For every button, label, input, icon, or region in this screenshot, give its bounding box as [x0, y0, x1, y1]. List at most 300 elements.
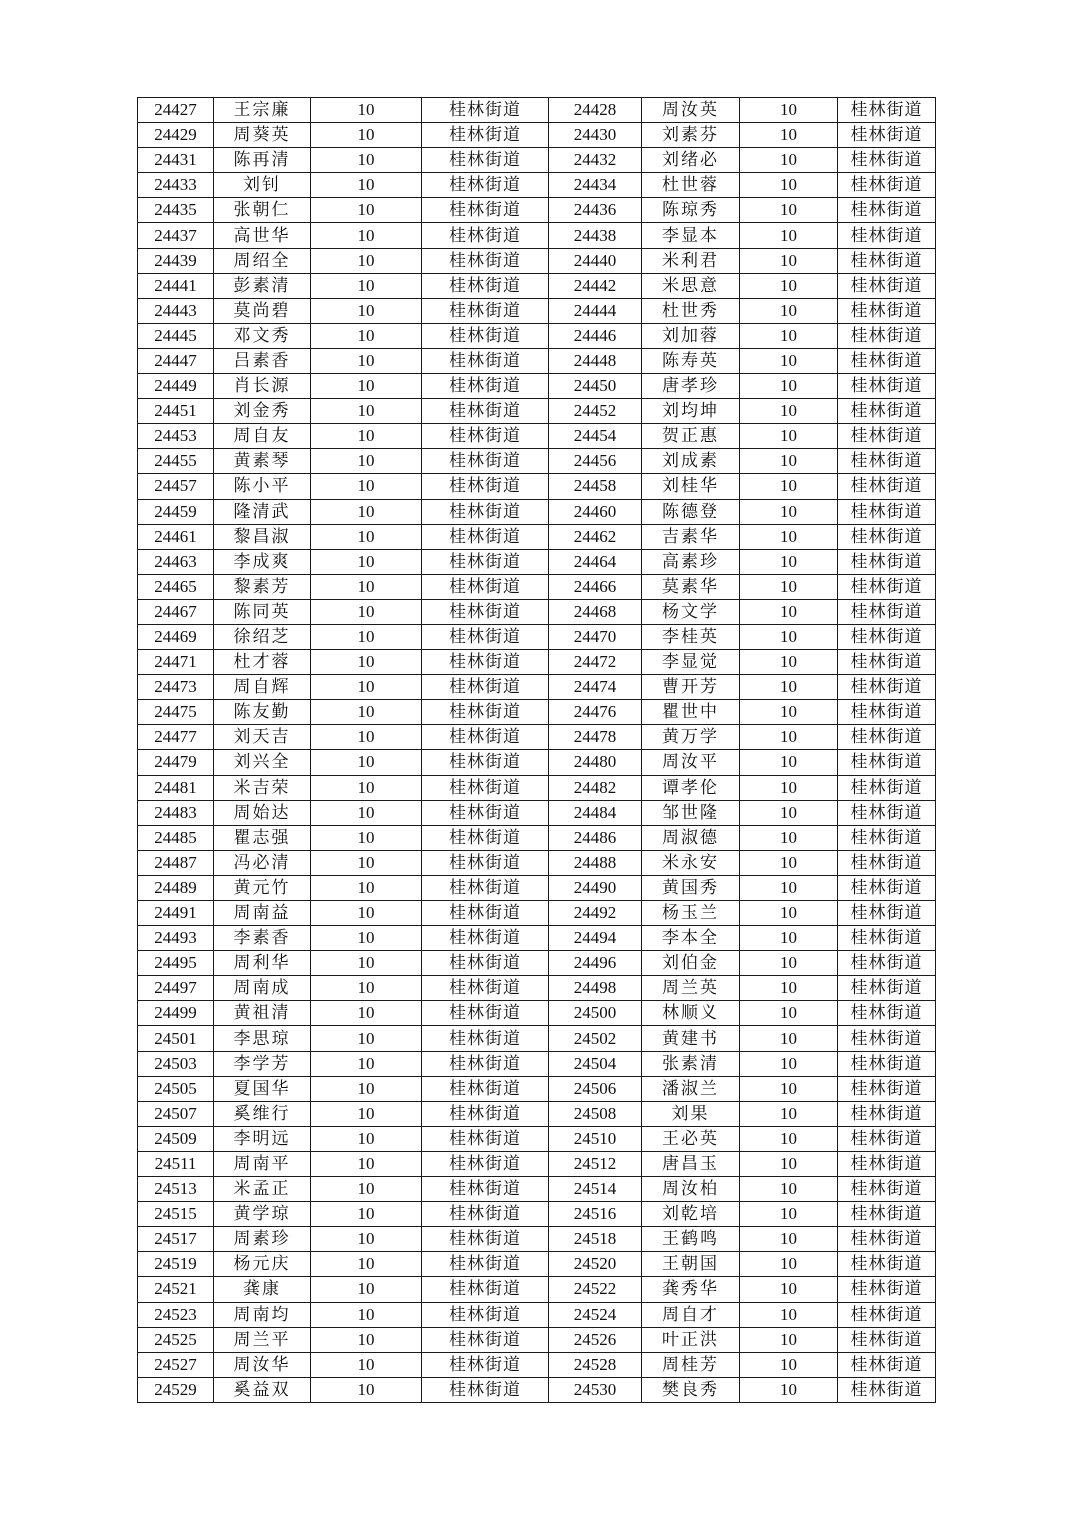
record-number-cell: 24519: [138, 1252, 214, 1277]
amount-cell: 10: [740, 650, 838, 675]
name-cell: 刘果: [642, 1101, 740, 1126]
record-number-cell: 24445: [138, 323, 214, 348]
record-number-cell: 24512: [549, 1151, 642, 1176]
name-cell: 黎昌淑: [214, 524, 311, 549]
street-cell: 桂林街道: [838, 223, 936, 248]
name-cell: 林顺义: [642, 1001, 740, 1026]
amount-cell: 10: [311, 951, 422, 976]
street-cell: 桂林街道: [838, 875, 936, 900]
street-cell: 桂林街道: [422, 148, 549, 173]
name-cell: 潘淑兰: [642, 1076, 740, 1101]
record-number-cell: 24513: [138, 1177, 214, 1202]
name-cell: 瞿志强: [214, 825, 311, 850]
amount-cell: 10: [740, 976, 838, 1001]
amount-cell: 10: [311, 449, 422, 474]
record-number-cell: 24453: [138, 424, 214, 449]
amount-cell: 10: [311, 976, 422, 1001]
record-number-cell: 24506: [549, 1076, 642, 1101]
street-cell: 桂林街道: [422, 800, 549, 825]
amount-cell: 10: [740, 1377, 838, 1402]
street-cell: 桂林街道: [838, 1001, 936, 1026]
amount-cell: 10: [311, 374, 422, 399]
street-cell: 桂林街道: [838, 399, 936, 424]
record-number-cell: 24502: [549, 1026, 642, 1051]
amount-cell: 10: [311, 123, 422, 148]
street-cell: 桂林街道: [422, 499, 549, 524]
record-number-cell: 24527: [138, 1352, 214, 1377]
name-cell: 唐孝珍: [642, 374, 740, 399]
amount-cell: 10: [740, 449, 838, 474]
street-cell: 桂林街道: [838, 474, 936, 499]
record-number-cell: 24486: [549, 825, 642, 850]
record-number-cell: 24456: [549, 449, 642, 474]
table-row: [138, 926, 936, 951]
amount-cell: 10: [740, 1302, 838, 1327]
record-number-cell: 24525: [138, 1327, 214, 1352]
table-row: [138, 1302, 936, 1327]
street-cell: 桂林街道: [422, 1227, 549, 1252]
name-cell: 杜才蓉: [214, 650, 311, 675]
record-number-cell: 24515: [138, 1202, 214, 1227]
street-cell: 桂林街道: [422, 1352, 549, 1377]
record-number-cell: 24435: [138, 198, 214, 223]
name-cell: 莫尚碧: [214, 298, 311, 323]
name-cell: 黄万学: [642, 725, 740, 750]
amount-cell: 10: [740, 1252, 838, 1277]
record-number-cell: 24495: [138, 951, 214, 976]
table-row: [138, 599, 936, 624]
record-number-cell: 24521: [138, 1277, 214, 1302]
amount-cell: 10: [311, 599, 422, 624]
record-number-cell: 24517: [138, 1227, 214, 1252]
street-cell: 桂林街道: [422, 1252, 549, 1277]
amount-cell: 10: [311, 524, 422, 549]
name-cell: 唐昌玉: [642, 1151, 740, 1176]
street-cell: 桂林街道: [422, 1101, 549, 1126]
amount-cell: 10: [311, 1227, 422, 1252]
name-cell: 瞿世中: [642, 700, 740, 725]
name-cell: 周绍全: [214, 248, 311, 273]
street-cell: 桂林街道: [838, 800, 936, 825]
record-number-cell: 24436: [549, 198, 642, 223]
record-number-cell: 24455: [138, 449, 214, 474]
street-cell: 桂林街道: [422, 775, 549, 800]
name-cell: 奚维行: [214, 1101, 311, 1126]
record-number-cell: 24441: [138, 273, 214, 298]
record-number-cell: 24482: [549, 775, 642, 800]
street-cell: 桂林街道: [422, 875, 549, 900]
amount-cell: 10: [740, 1026, 838, 1051]
street-cell: 桂林街道: [422, 298, 549, 323]
name-cell: 刘成素: [642, 449, 740, 474]
amount-cell: 10: [311, 198, 422, 223]
street-cell: 桂林街道: [422, 474, 549, 499]
street-cell: 桂林街道: [838, 901, 936, 926]
name-cell: 刘绪必: [642, 148, 740, 173]
table-row: [138, 650, 936, 675]
street-cell: 桂林街道: [838, 499, 936, 524]
amount-cell: 10: [311, 499, 422, 524]
record-number-cell: 24428: [549, 98, 642, 123]
name-cell: 黄祖清: [214, 1001, 311, 1026]
amount-cell: 10: [311, 1277, 422, 1302]
street-cell: 桂林街道: [422, 599, 549, 624]
roster-table: [137, 97, 936, 1403]
street-cell: 桂林街道: [422, 825, 549, 850]
name-cell: 杜世秀: [642, 298, 740, 323]
name-cell: 陈友勤: [214, 700, 311, 725]
name-cell: 李学芳: [214, 1051, 311, 1076]
name-cell: 杨文学: [642, 599, 740, 624]
table-row: [138, 474, 936, 499]
amount-cell: 10: [311, 775, 422, 800]
amount-cell: 10: [740, 223, 838, 248]
amount-cell: 10: [740, 248, 838, 273]
record-number-cell: 24470: [549, 624, 642, 649]
amount-cell: 10: [740, 750, 838, 775]
name-cell: 周自才: [642, 1302, 740, 1327]
table-row: [138, 1051, 936, 1076]
street-cell: 桂林街道: [422, 1377, 549, 1402]
record-number-cell: 24480: [549, 750, 642, 775]
street-cell: 桂林街道: [422, 574, 549, 599]
table-row: [138, 775, 936, 800]
table-row: [138, 1151, 936, 1176]
amount-cell: 10: [311, 173, 422, 198]
street-cell: 桂林街道: [422, 549, 549, 574]
record-number-cell: 24504: [549, 1051, 642, 1076]
amount-cell: 10: [740, 775, 838, 800]
name-cell: 周南益: [214, 901, 311, 926]
name-cell: 邓文秀: [214, 323, 311, 348]
name-cell: 周南成: [214, 976, 311, 1001]
table-row: [138, 148, 936, 173]
table-row: [138, 574, 936, 599]
amount-cell: 10: [311, 1026, 422, 1051]
amount-cell: 10: [740, 374, 838, 399]
amount-cell: 10: [311, 248, 422, 273]
name-cell: 黄国秀: [642, 875, 740, 900]
amount-cell: 10: [740, 725, 838, 750]
table-row: [138, 399, 936, 424]
name-cell: 周兰英: [642, 976, 740, 1001]
record-number-cell: 24427: [138, 98, 214, 123]
name-cell: 王鹤鸣: [642, 1227, 740, 1252]
record-number-cell: 24496: [549, 951, 642, 976]
table-row: [138, 374, 936, 399]
street-cell: 桂林街道: [422, 1026, 549, 1051]
name-cell: 米思意: [642, 273, 740, 298]
record-number-cell: 24466: [549, 574, 642, 599]
roster-body: [138, 98, 936, 1403]
record-number-cell: 24530: [549, 1377, 642, 1402]
street-cell: 桂林街道: [838, 1377, 936, 1402]
name-cell: 黄元竹: [214, 875, 311, 900]
amount-cell: 10: [740, 474, 838, 499]
name-cell: 杨元庆: [214, 1252, 311, 1277]
street-cell: 桂林街道: [838, 424, 936, 449]
name-cell: 周汝华: [214, 1352, 311, 1377]
record-number-cell: 24507: [138, 1101, 214, 1126]
amount-cell: 10: [740, 1076, 838, 1101]
street-cell: 桂林街道: [838, 750, 936, 775]
amount-cell: 10: [740, 173, 838, 198]
amount-cell: 10: [740, 1202, 838, 1227]
street-cell: 桂林街道: [422, 1327, 549, 1352]
amount-cell: 10: [740, 624, 838, 649]
street-cell: 桂林街道: [838, 926, 936, 951]
record-number-cell: 24472: [549, 650, 642, 675]
record-number-cell: 24503: [138, 1051, 214, 1076]
record-number-cell: 24524: [549, 1302, 642, 1327]
name-cell: 贺正惠: [642, 424, 740, 449]
street-cell: 桂林街道: [838, 650, 936, 675]
amount-cell: 10: [311, 399, 422, 424]
record-number-cell: 24491: [138, 901, 214, 926]
name-cell: 黄建书: [642, 1026, 740, 1051]
amount-cell: 10: [311, 850, 422, 875]
record-number-cell: 24437: [138, 223, 214, 248]
amount-cell: 10: [311, 424, 422, 449]
name-cell: 高世华: [214, 223, 311, 248]
table-row: [138, 1202, 936, 1227]
record-number-cell: 24454: [549, 424, 642, 449]
record-number-cell: 24501: [138, 1026, 214, 1051]
street-cell: 桂林街道: [838, 1051, 936, 1076]
street-cell: 桂林街道: [838, 1327, 936, 1352]
street-cell: 桂林街道: [838, 348, 936, 373]
record-number-cell: 24514: [549, 1177, 642, 1202]
record-number-cell: 24492: [549, 901, 642, 926]
record-number-cell: 24433: [138, 173, 214, 198]
name-cell: 周始达: [214, 800, 311, 825]
record-number-cell: 24444: [549, 298, 642, 323]
name-cell: 周素珍: [214, 1227, 311, 1252]
record-number-cell: 24473: [138, 675, 214, 700]
name-cell: 陈寿英: [642, 348, 740, 373]
street-cell: 桂林街道: [422, 223, 549, 248]
street-cell: 桂林街道: [422, 976, 549, 1001]
amount-cell: 10: [740, 1277, 838, 1302]
street-cell: 桂林街道: [838, 675, 936, 700]
record-number-cell: 24443: [138, 298, 214, 323]
name-cell: 黄学琼: [214, 1202, 311, 1227]
amount-cell: 10: [311, 298, 422, 323]
table-row: [138, 1227, 936, 1252]
table-row: [138, 123, 936, 148]
name-cell: 彭素清: [214, 273, 311, 298]
record-number-cell: 24489: [138, 875, 214, 900]
amount-cell: 10: [311, 1076, 422, 1101]
name-cell: 龚康: [214, 1277, 311, 1302]
record-number-cell: 24430: [549, 123, 642, 148]
table-row: [138, 1026, 936, 1051]
name-cell: 张素清: [642, 1051, 740, 1076]
table-row: [138, 700, 936, 725]
record-number-cell: 24459: [138, 499, 214, 524]
name-cell: 周淑德: [642, 825, 740, 850]
name-cell: 刘素芬: [642, 123, 740, 148]
amount-cell: 10: [740, 574, 838, 599]
record-number-cell: 24476: [549, 700, 642, 725]
name-cell: 李本全: [642, 926, 740, 951]
street-cell: 桂林街道: [838, 574, 936, 599]
table-row: [138, 1277, 936, 1302]
street-cell: 桂林街道: [838, 1252, 936, 1277]
record-number-cell: 24520: [549, 1252, 642, 1277]
name-cell: 刘金秀: [214, 399, 311, 424]
street-cell: 桂林街道: [838, 98, 936, 123]
table-row: [138, 1327, 936, 1352]
street-cell: 桂林街道: [422, 273, 549, 298]
record-number-cell: 24518: [549, 1227, 642, 1252]
name-cell: 刘兴全: [214, 750, 311, 775]
record-number-cell: 24522: [549, 1277, 642, 1302]
name-cell: 周自友: [214, 424, 311, 449]
amount-cell: 10: [311, 148, 422, 173]
amount-cell: 10: [740, 1151, 838, 1176]
name-cell: 黄素琴: [214, 449, 311, 474]
amount-cell: 10: [740, 1327, 838, 1352]
name-cell: 米吉荣: [214, 775, 311, 800]
record-number-cell: 24463: [138, 549, 214, 574]
table-row: [138, 1377, 936, 1402]
amount-cell: 10: [740, 399, 838, 424]
record-number-cell: 24500: [549, 1001, 642, 1026]
table-row: [138, 951, 936, 976]
name-cell: 陈德登: [642, 499, 740, 524]
table-row: [138, 1177, 936, 1202]
record-number-cell: 24452: [549, 399, 642, 424]
record-number-cell: 24449: [138, 374, 214, 399]
name-cell: 周桂芳: [642, 1352, 740, 1377]
street-cell: 桂林街道: [422, 348, 549, 373]
table-row: [138, 323, 936, 348]
street-cell: 桂林街道: [422, 399, 549, 424]
record-number-cell: 24474: [549, 675, 642, 700]
table-row: [138, 725, 936, 750]
street-cell: 桂林街道: [838, 198, 936, 223]
record-number-cell: 24497: [138, 976, 214, 1001]
name-cell: 陈小平: [214, 474, 311, 499]
name-cell: 王必英: [642, 1126, 740, 1151]
name-cell: 李素香: [214, 926, 311, 951]
amount-cell: 10: [311, 675, 422, 700]
name-cell: 刘天吉: [214, 725, 311, 750]
table-row: [138, 1001, 936, 1026]
record-number-cell: 24528: [549, 1352, 642, 1377]
street-cell: 桂林街道: [422, 424, 549, 449]
name-cell: 高素珍: [642, 549, 740, 574]
amount-cell: 10: [740, 850, 838, 875]
table-row: [138, 750, 936, 775]
street-cell: 桂林街道: [422, 926, 549, 951]
name-cell: 李明远: [214, 1126, 311, 1151]
amount-cell: 10: [740, 875, 838, 900]
record-number-cell: 24510: [549, 1126, 642, 1151]
name-cell: 王宗廉: [214, 98, 311, 123]
name-cell: 周兰平: [214, 1327, 311, 1352]
table-row: [138, 248, 936, 273]
street-cell: 桂林街道: [422, 951, 549, 976]
name-cell: 米孟正: [214, 1177, 311, 1202]
amount-cell: 10: [740, 98, 838, 123]
street-cell: 桂林街道: [422, 1151, 549, 1176]
amount-cell: 10: [311, 348, 422, 373]
name-cell: 刘加蓉: [642, 323, 740, 348]
amount-cell: 10: [311, 98, 422, 123]
name-cell: 徐绍芝: [214, 624, 311, 649]
amount-cell: 10: [311, 1177, 422, 1202]
table-row: [138, 223, 936, 248]
street-cell: 桂林街道: [838, 524, 936, 549]
name-cell: 夏国华: [214, 1076, 311, 1101]
record-number-cell: 24481: [138, 775, 214, 800]
record-number-cell: 24493: [138, 926, 214, 951]
record-number-cell: 24440: [549, 248, 642, 273]
street-cell: 桂林街道: [838, 1126, 936, 1151]
name-cell: 张朝仁: [214, 198, 311, 223]
amount-cell: 10: [311, 725, 422, 750]
street-cell: 桂林街道: [422, 1177, 549, 1202]
street-cell: 桂林街道: [838, 549, 936, 574]
amount-cell: 10: [740, 298, 838, 323]
street-cell: 桂林街道: [838, 123, 936, 148]
record-number-cell: 24450: [549, 374, 642, 399]
name-cell: 周葵英: [214, 123, 311, 148]
amount-cell: 10: [311, 875, 422, 900]
table-row: [138, 1101, 936, 1126]
table-row: [138, 524, 936, 549]
name-cell: 邹世隆: [642, 800, 740, 825]
record-number-cell: 24434: [549, 173, 642, 198]
amount-cell: 10: [740, 424, 838, 449]
amount-cell: 10: [740, 1051, 838, 1076]
street-cell: 桂林街道: [838, 1076, 936, 1101]
table-row: [138, 348, 936, 373]
record-number-cell: 24467: [138, 599, 214, 624]
street-cell: 桂林街道: [838, 951, 936, 976]
record-number-cell: 24509: [138, 1126, 214, 1151]
record-number-cell: 24478: [549, 725, 642, 750]
name-cell: 米永安: [642, 850, 740, 875]
record-number-cell: 24451: [138, 399, 214, 424]
record-number-cell: 24508: [549, 1101, 642, 1126]
amount-cell: 10: [740, 1227, 838, 1252]
amount-cell: 10: [740, 1177, 838, 1202]
street-cell: 桂林街道: [422, 1076, 549, 1101]
name-cell: 叶正洪: [642, 1327, 740, 1352]
record-number-cell: 24469: [138, 624, 214, 649]
street-cell: 桂林街道: [422, 1202, 549, 1227]
amount-cell: 10: [740, 549, 838, 574]
street-cell: 桂林街道: [422, 449, 549, 474]
name-cell: 陈再清: [214, 148, 311, 173]
name-cell: 李思琼: [214, 1026, 311, 1051]
table-row: [138, 424, 936, 449]
street-cell: 桂林街道: [838, 1026, 936, 1051]
amount-cell: 10: [740, 198, 838, 223]
street-cell: 桂林街道: [422, 374, 549, 399]
street-cell: 桂林街道: [838, 148, 936, 173]
amount-cell: 10: [740, 675, 838, 700]
amount-cell: 10: [740, 1001, 838, 1026]
street-cell: 桂林街道: [838, 449, 936, 474]
name-cell: 陈同英: [214, 599, 311, 624]
record-number-cell: 24461: [138, 524, 214, 549]
amount-cell: 10: [740, 148, 838, 173]
street-cell: 桂林街道: [838, 1101, 936, 1126]
